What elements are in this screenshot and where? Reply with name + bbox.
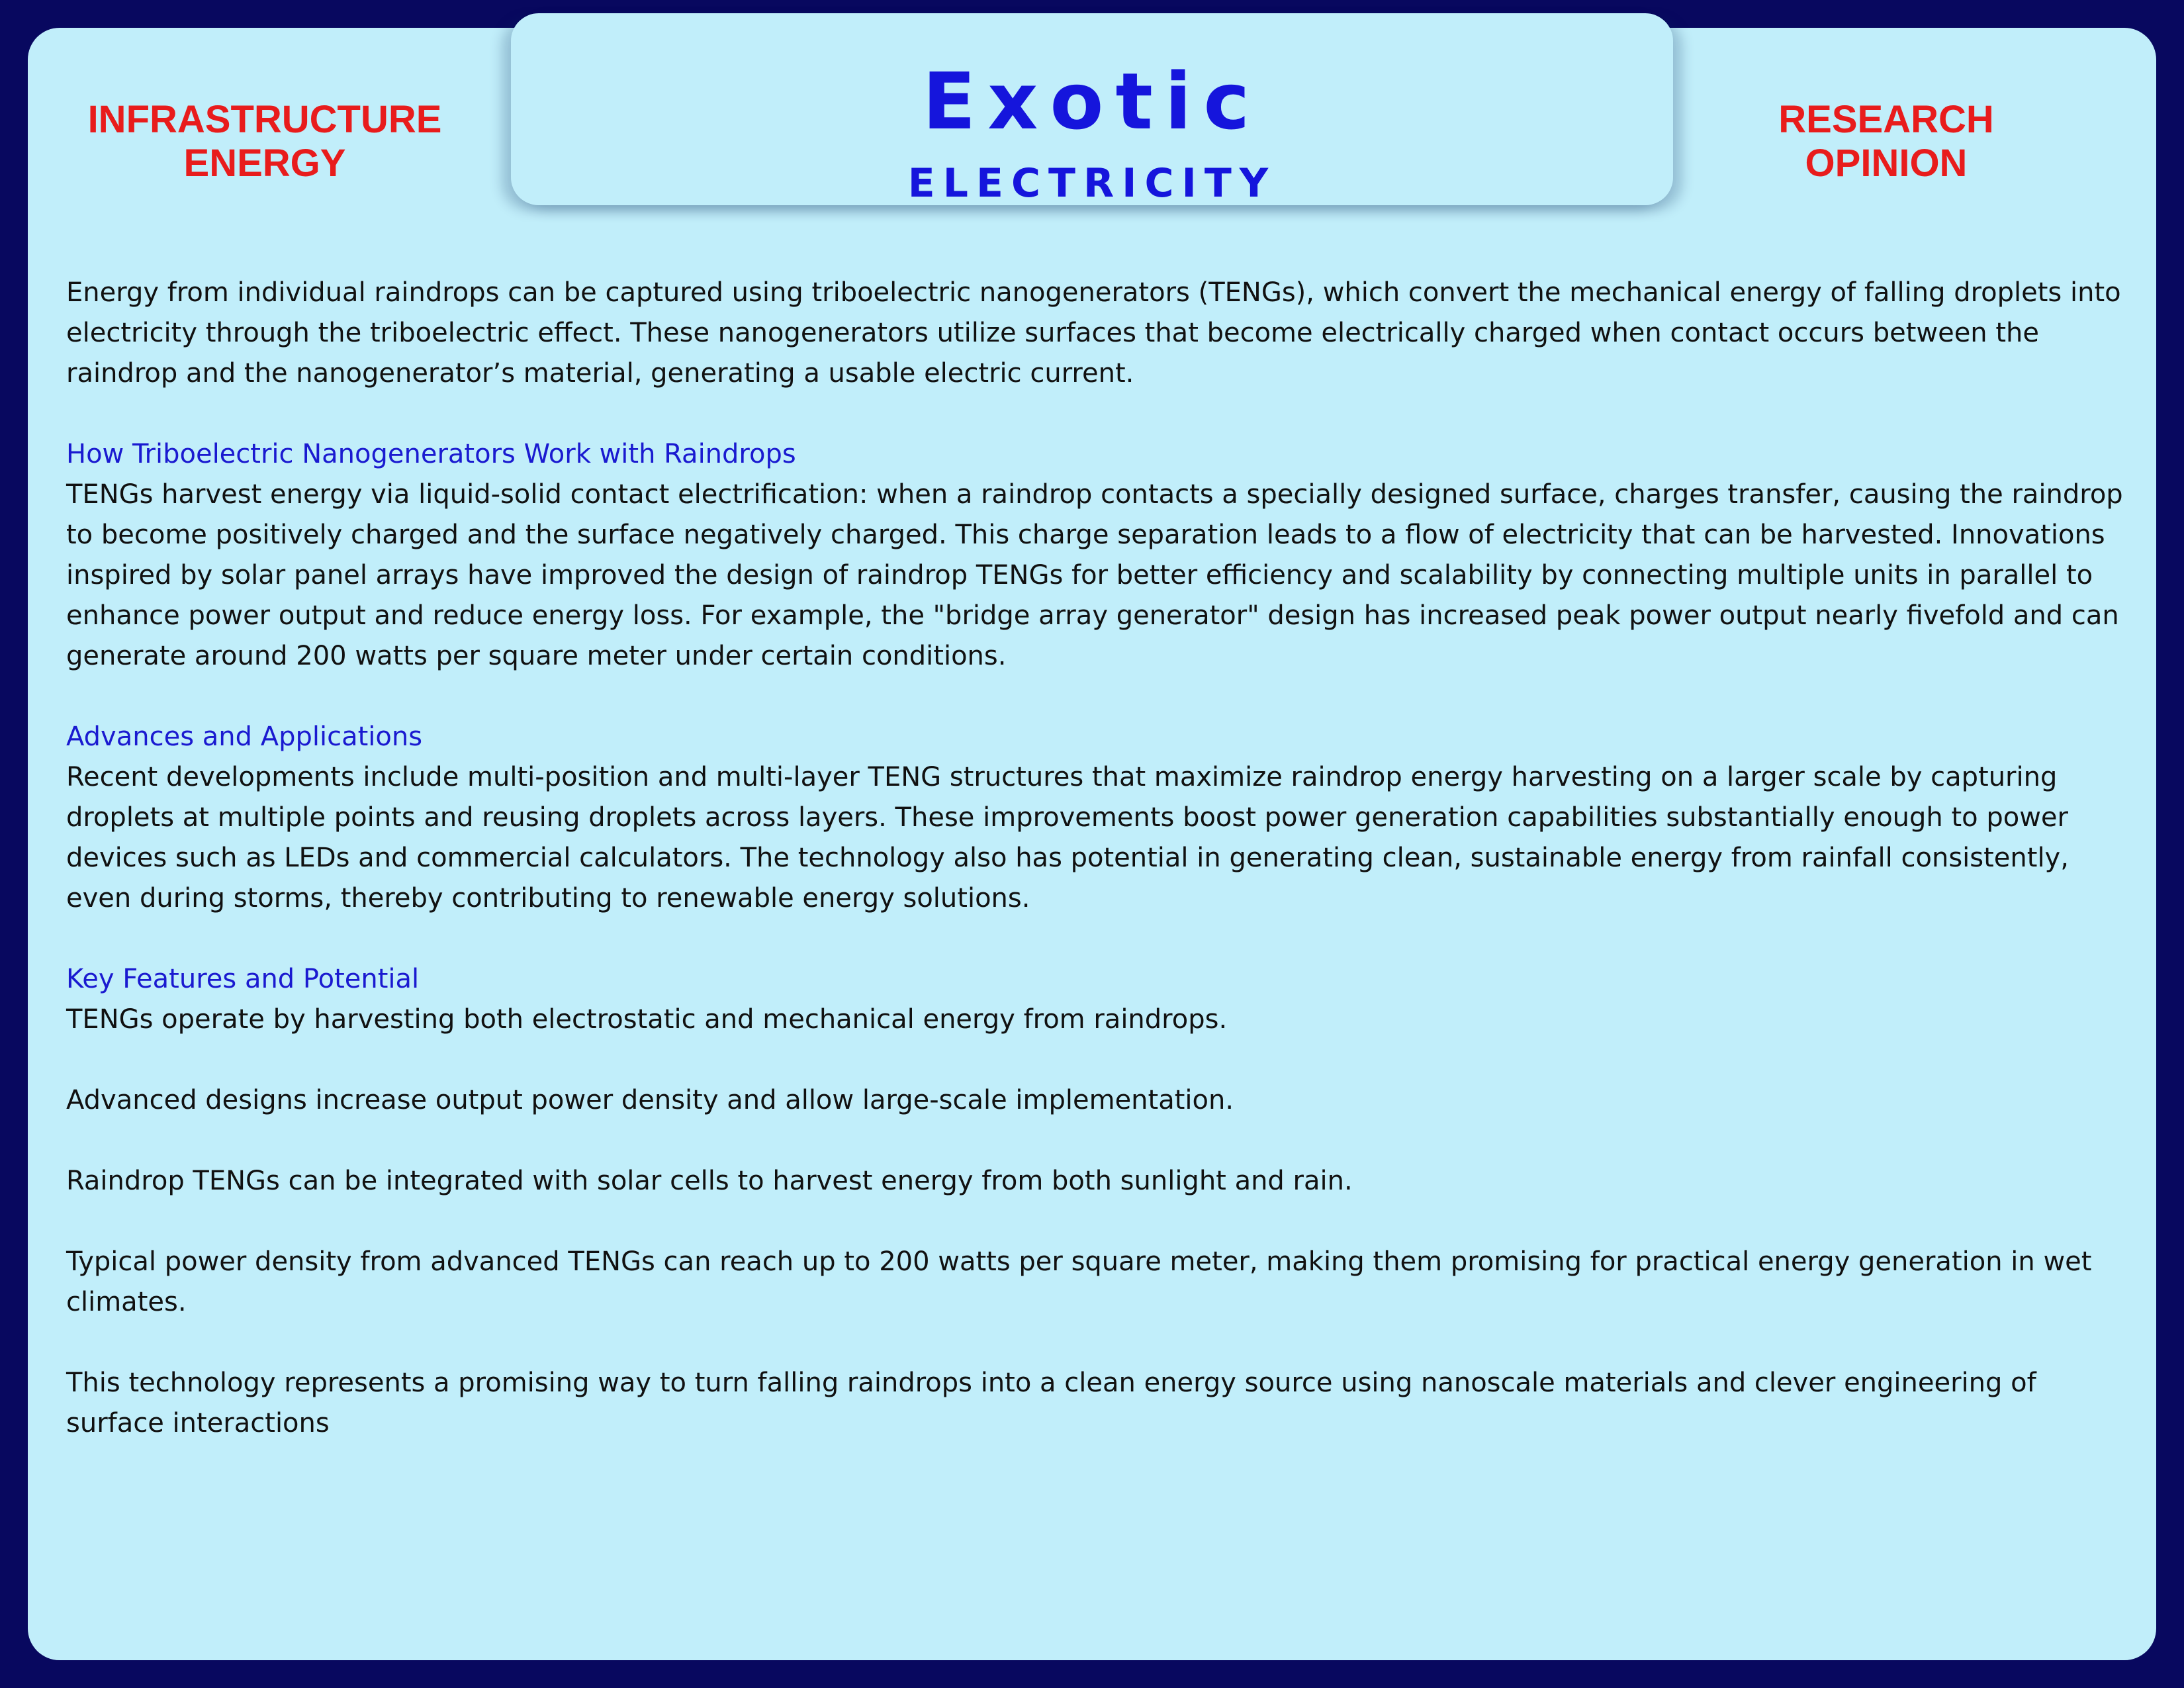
section-how-tengs-work [66, 434, 2124, 677]
section-paragraph: Recent developments include multi-position and multi-layer TENG structures that maximize raindrop energy harvesting on a larger scale by capturing droplets at multiple points and reusing droplets across layers. These improvements boost power generation capabilities substantially enough to power devices such as LEDs and commercial calculators. The technology also has potential in generating clean, sustainable energy from rainfall consistently, even during storms, thereby contributing to renewable energy solutions. [66, 762, 2069, 914]
section-key-features [66, 959, 2124, 1444]
section-heading: How Triboelectric Nanogenerators Work with Raindrops [66, 439, 796, 469]
page-subtitle: ELECTRICITY [907, 160, 1277, 207]
intro-paragraph: Energy from individual raindrops can be captured using triboelectric nanogenerators (TENGs), which convert the mechanical energy of falling droplets into electricity through the triboelectric effect. These nanogenerators utilize surfaces that become electrically charged when contact occurs between the raindrop and the nanogenerator’s material, generating a usable electric current. [66, 277, 2121, 389]
feature-item: TENGs operate by harvesting both electrostatic and mechanical energy from raindrops. [66, 1004, 1228, 1035]
section-heading: Key Features and Potential [66, 964, 420, 994]
feature-item: Raindrop TENGs can be integrated with solar cells to harvest energy from both sunlight and rain. [66, 1166, 1353, 1196]
category-label-research-opinion [1655, 98, 2118, 185]
section-paragraph: TENGs harvest energy via liquid-solid contact electrification: when a raindrop contacts a specially designed surface, charges transfer, causing the raindrop to become positively charged and the surface negatively charged. This charge separation leads to a flow of electricity that can be harvested. Innovations inspired by solar panel arrays have improved the design of raindrop TENGs for better efficiency and scalability by connecting multiple units in parallel to enhance power output and reduce energy loss. For example, the "bridge array generator" design has increased peak power output nearly fivefold and can generate around 200 watts per square meter under certain conditions. [66, 479, 2123, 671]
title-tab [511, 13, 1673, 205]
feature-item: This technology represents a promising way to turn falling raindrops into a clean energy source using nanoscale materials and clever engineering of surface interactions [66, 1368, 2036, 1438]
feature-item: Typical power density from advanced TENGs can reach up to 200 watts per square meter, making them promising for practical energy generation in wet climates. [66, 1246, 2092, 1317]
page-title: Exotic [922, 56, 1262, 147]
category-label-line: ENERGY [183, 142, 346, 185]
section-advances-applications [66, 717, 2124, 919]
category-label-line: OPINION [1805, 142, 1968, 185]
category-label-line: RESEARCH [1778, 98, 1994, 141]
article-body [66, 273, 2124, 1484]
feature-item: Advanced designs increase output power density and allow large-scale implementation. [66, 1085, 1234, 1115]
category-label-infrastructure-energy [33, 98, 496, 185]
section-heading: Advances and Applications [66, 722, 423, 752]
category-label-line: INFRASTRUCTURE [87, 98, 442, 141]
